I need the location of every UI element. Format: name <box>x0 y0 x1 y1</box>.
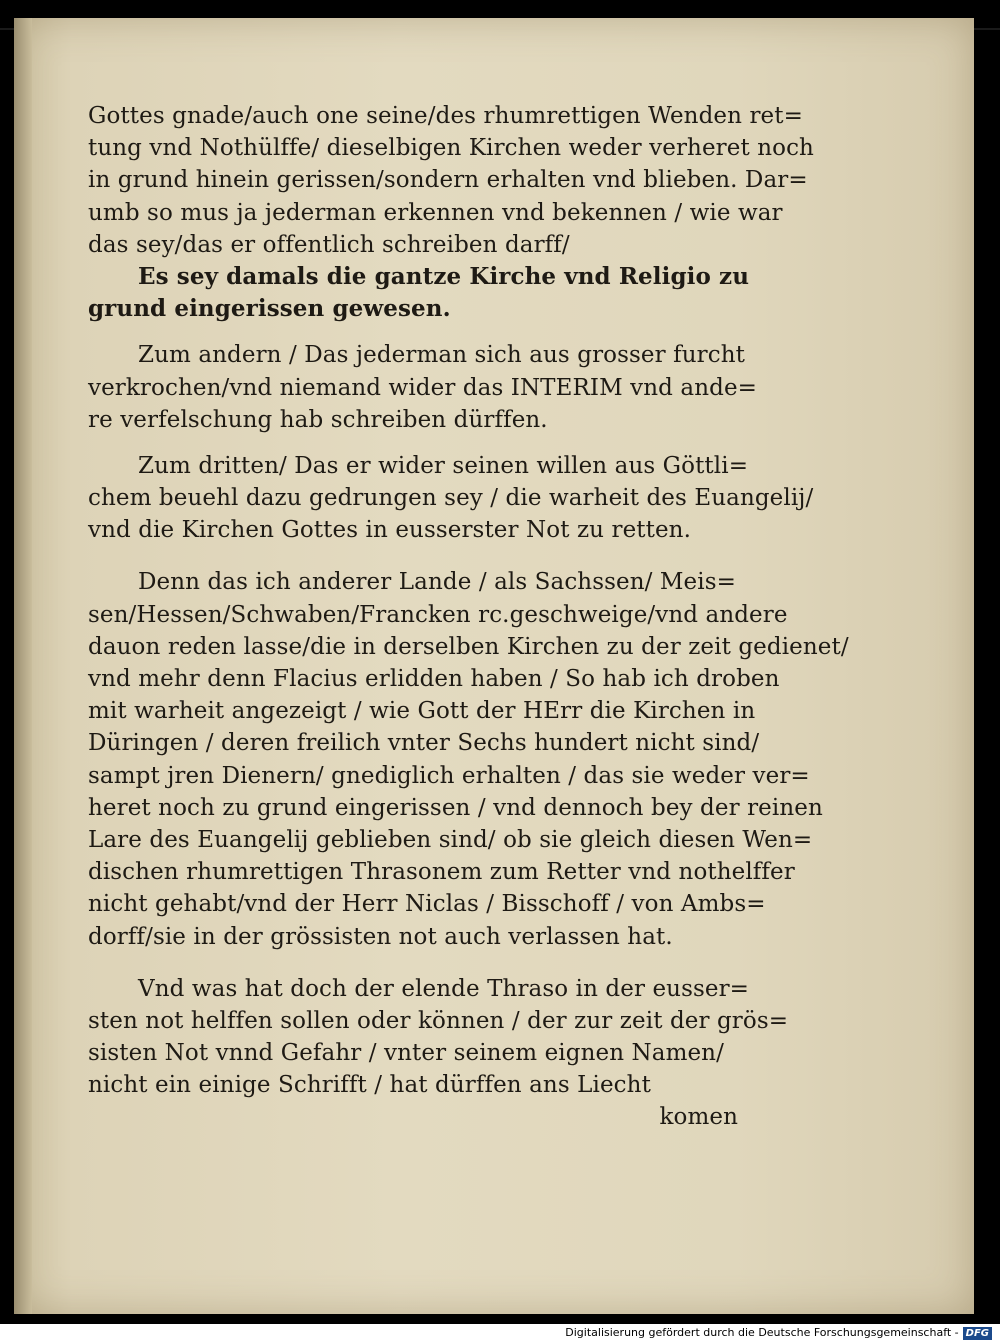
text-line: heret noch zu grund eingerissen / vnd dennoch bey der reinen <box>88 794 823 821</box>
text-line: nicht gehabt/vnd der Herr Niclas / Bisschoff / von Ambs= <box>88 891 766 918</box>
text-line: dorff/sie in der grössisten not auch verlassen hat. <box>88 923 673 950</box>
text-line: dischen rhumrettigen Thrasonem zum Retter vnd nothelffer <box>88 859 795 886</box>
text-line: Denn das ich anderer Lande / als Sachssen/ Meis= <box>138 569 737 596</box>
text-line: sampt jren Dienern/ gnediglich erhalten / das sie weder ver= <box>88 762 810 789</box>
text-line: umb so mus ja jederman erkennen vnd bekennen / wie war <box>88 199 783 226</box>
text-line: sten not helffen sollen oder können / der zur zeit der grös= <box>88 1007 789 1034</box>
text-line: Vnd was hat doch der elende Thraso in der eusser= <box>138 975 750 1002</box>
text-line: sisten Not vnnd Gefahr / vnter seinem eignen Namen/ <box>88 1040 724 1067</box>
dfg-logo: DFG <box>963 1327 992 1340</box>
text-line: vnd mehr denn Flacius erlidden haben / So hab ich droben <box>88 666 780 692</box>
text-line: in grund hinein gerissen/sondern erhalten vnd blieben. Dar= <box>88 167 808 194</box>
text-line: das sey/das er offentlich schreiben darff/ <box>88 231 570 258</box>
text-line: mit warheit angezeigt / wie Gott der HErr die Kirchen in <box>88 698 756 725</box>
text-line: Zum dritten/ Das er wider seinen willen aus Göttli= <box>138 452 749 479</box>
text-line: vnd die Kirchen Gottes in eusserster Not zu retten. <box>88 517 692 544</box>
text-line: Lare des Euangelij geblieben sind/ ob sie gleich diesen Wen= <box>88 826 813 853</box>
text-line: re verfelschung hab schreiben dürffen. <box>88 406 548 433</box>
text-line: tung vnd Nothülffe/ dieselbigen Kirchen weder verheret noch <box>88 135 814 162</box>
text-line: grund eingerissen gewesen. <box>88 295 451 323</box>
text-line: Düringen / deren freilich vnter Sechs hundert nicht sind/ <box>88 730 760 757</box>
catchword: komen <box>659 1104 738 1131</box>
text-line: nicht ein einige Schrifft / hat dürffen ans Liecht <box>88 1072 651 1099</box>
text-line: dauon reden lasse/die in derselben Kirchen zu der zeit gedienet/ <box>88 633 849 660</box>
text-line: Gottes gnade/auch one seine/des rhumrettigen Wenden ret= <box>88 103 803 129</box>
page-gutter <box>14 18 32 1314</box>
page-text <box>88 100 849 1134</box>
text-line: Zum andern / Das jederman sich aus grosser furcht <box>138 342 745 369</box>
text-line: verkrochen/vnd niemand wider das INTERIM vnd ande= <box>88 374 758 401</box>
footer-credit <box>565 1326 992 1340</box>
text-line: Es sey damals die gantze Kirche vnd Religio zu <box>138 262 750 290</box>
text-line: sen/Hessen/Schwaben/Francken rc.geschweige/vnd andere <box>88 601 788 628</box>
footer-credit-text: Digitalisierung gefördert durch die Deutsche Forschungsgemeinschaft - <box>565 1326 959 1339</box>
text-line: chem beuehl dazu gedrungen sey / die warheit des Euangelij/ <box>88 485 814 512</box>
